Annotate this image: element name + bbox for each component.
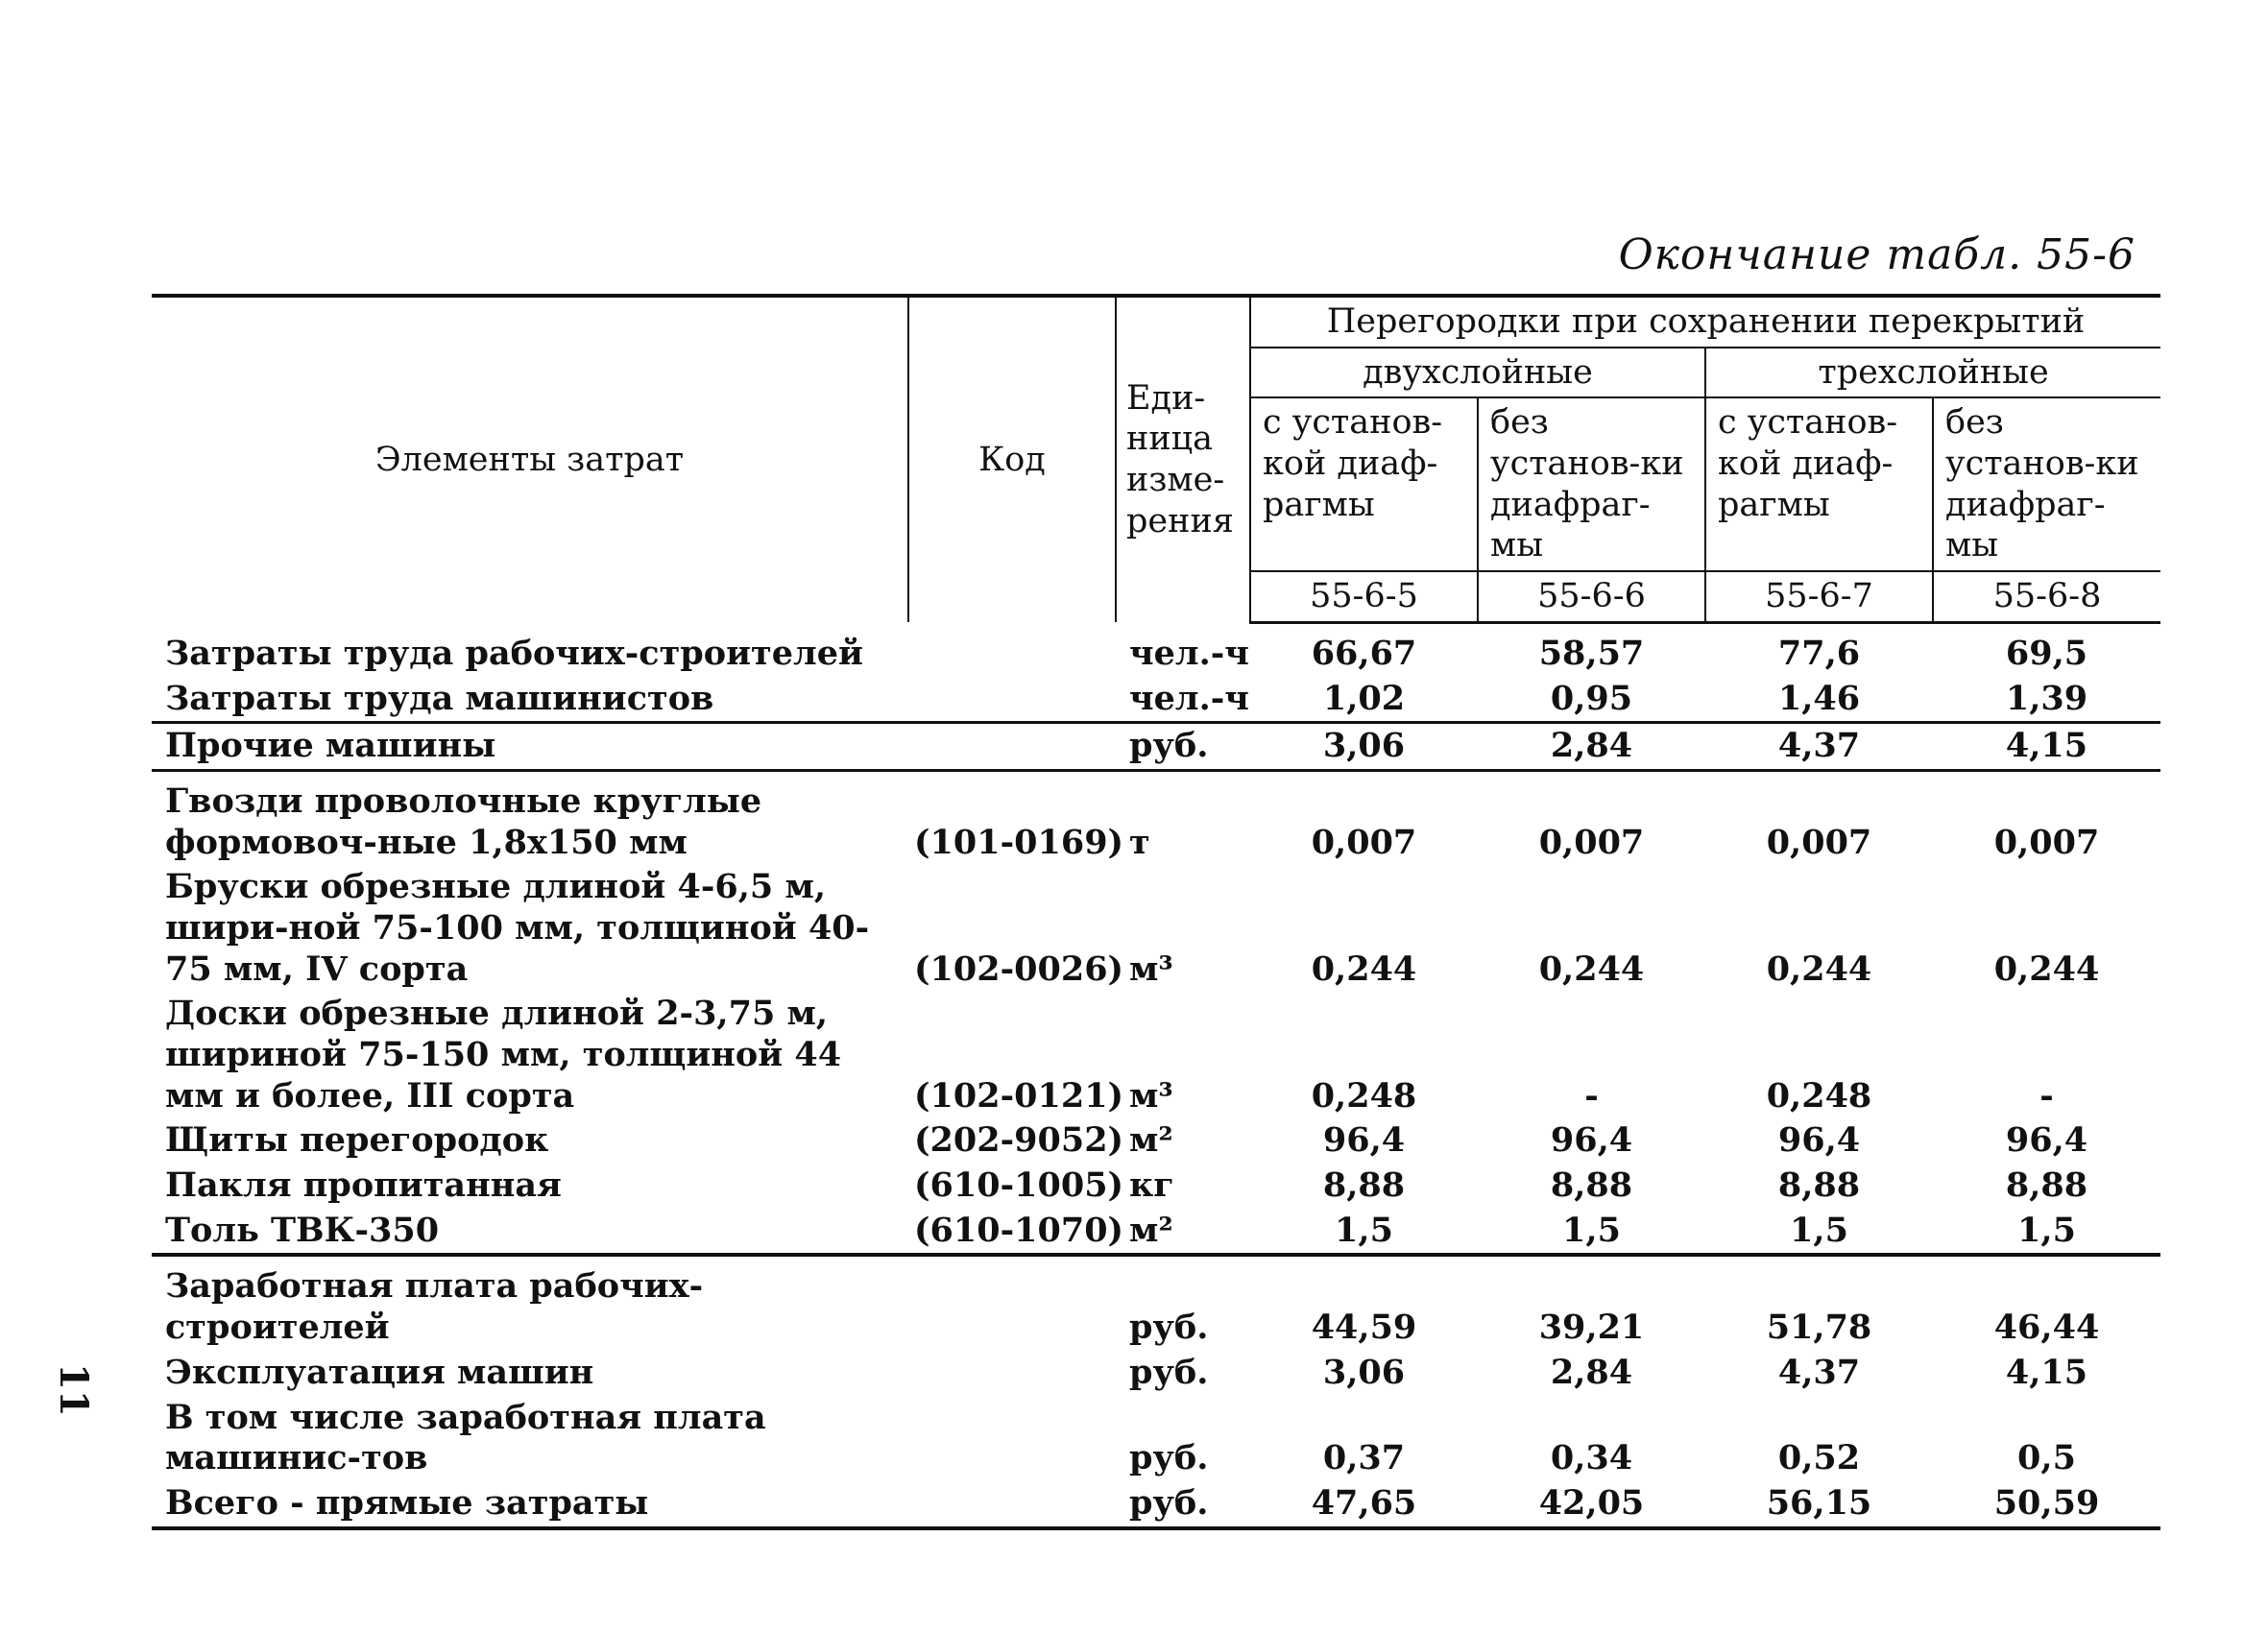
header-norm-code: 55-6-6	[1478, 571, 1705, 622]
header-norm-code: 55-6-7	[1705, 571, 1933, 622]
row-name: Бруски обрезные длиной 4-6,5 м, шири-ной 75-100 мм, толщиной 40-75 мм, IV сорта	[165, 867, 870, 989]
row-value: 56,15	[1705, 1481, 1933, 1528]
table-row	[152, 992, 2160, 1118]
row-value: 3,06	[1250, 723, 1478, 771]
row-unit: руб.	[1129, 1352, 1209, 1392]
row-code	[908, 1396, 1116, 1481]
header-norm-code: 55-6-5	[1250, 571, 1478, 622]
table-header	[152, 296, 2160, 622]
row-value: 4,37	[1705, 723, 1933, 771]
table-row	[152, 723, 2160, 771]
row-name: Эксплуатация машин	[165, 1352, 594, 1392]
row-unit: м²	[1116, 1209, 1250, 1256]
row-value: 0,37	[1322, 1438, 1406, 1478]
row-code	[908, 622, 1116, 676]
table-caption: Окончание табл. 55-6	[1618, 230, 2135, 279]
row-value: 4,37	[1777, 1352, 1861, 1392]
row-value: 0,244	[1993, 949, 2100, 989]
row-name: Толь ТВК-350	[152, 1209, 908, 1256]
row-code: (610-1005)	[914, 1165, 1124, 1206]
row-value: 96,4	[2005, 1120, 2088, 1161]
table-row	[152, 1209, 2160, 1256]
row-value: 1,39	[1933, 677, 2160, 723]
table-row	[152, 1118, 2160, 1164]
row-value: 0,248	[1311, 1075, 1417, 1116]
row-value: 8,88	[2005, 1165, 2088, 1206]
header-two-layer: двухслойные	[1250, 348, 1705, 398]
row-value: 0,248	[1766, 1075, 1872, 1116]
row-unit: руб.	[1116, 723, 1250, 771]
table-body	[152, 622, 2160, 1527]
row-value: 1,5	[1250, 1209, 1478, 1256]
row-code: (102-0026)	[914, 949, 1124, 989]
row-value: 46,44	[1993, 1308, 2100, 1348]
row-code: (101-0169)	[914, 822, 1124, 862]
row-unit: руб.	[1129, 1308, 1209, 1348]
row-value: 69,5	[2005, 633, 2088, 673]
row-value: 44,59	[1311, 1308, 1417, 1348]
row-code	[908, 1351, 1116, 1396]
row-value: 96,4	[1550, 1120, 1633, 1161]
row-value: 0,244	[1538, 949, 1645, 989]
table-row	[152, 865, 2160, 992]
row-code	[908, 723, 1116, 771]
table-row	[152, 622, 2160, 676]
row-code: (102-0121)	[914, 1075, 1124, 1116]
row-value: 96,4	[1322, 1120, 1406, 1161]
row-value: 0,95	[1478, 677, 1705, 723]
header-unit: Еди-ница изме-рения	[1116, 296, 1250, 622]
row-value: 0,007	[1538, 822, 1645, 862]
row-name: Щиты перегородок	[165, 1120, 549, 1161]
row-value: 42,05	[1478, 1481, 1705, 1528]
cost-table	[152, 294, 2160, 1530]
row-value: 0,244	[1766, 949, 1872, 989]
table-row	[152, 1255, 2160, 1350]
row-value: 0,007	[1766, 822, 1872, 862]
row-unit: кг	[1129, 1165, 1174, 1206]
row-name: Прочие машины	[152, 723, 908, 771]
row-name: Затраты труда рабочих-строителей	[165, 633, 863, 673]
row-value: 0,244	[1311, 949, 1417, 989]
header-variant: с установ-кой диаф-рагмы	[1705, 397, 1933, 571]
row-name: Гвозди проволочные круглые формовоч-ные 1,8х150 мм	[165, 780, 762, 862]
row-value: 51,78	[1766, 1308, 1872, 1348]
row-value: 58,57	[1538, 633, 1645, 673]
row-value: 1,5	[1705, 1209, 1933, 1256]
row-value: 8,88	[1777, 1165, 1861, 1206]
row-value: 2,84	[1478, 723, 1705, 771]
row-unit: м³	[1129, 1075, 1173, 1116]
header-three-layer: трехслойные	[1705, 348, 2160, 398]
row-value: 1,46	[1705, 677, 1933, 723]
row-value: 96,4	[1777, 1120, 1861, 1161]
table-row	[152, 677, 2160, 723]
row-value: 3,06	[1322, 1352, 1406, 1392]
header-code: Код	[908, 296, 1116, 622]
row-value: 0,34	[1550, 1438, 1633, 1478]
row-unit: м²	[1129, 1120, 1173, 1161]
header-group: Перегородки при сохранении перекрытий	[1250, 296, 2160, 348]
row-value: 4,15	[2005, 1352, 2088, 1392]
table-row	[152, 1396, 2160, 1481]
row-value: -	[2039, 1075, 2054, 1116]
table-row	[152, 1351, 2160, 1396]
row-value: 1,5	[1478, 1209, 1705, 1256]
row-value: -	[1584, 1075, 1599, 1116]
page-number: 11	[51, 1363, 96, 1417]
row-unit: руб.	[1129, 1438, 1209, 1478]
row-value: 0,007	[1993, 822, 2100, 862]
row-code	[908, 1481, 1116, 1528]
row-name: Всего - прямые затраты	[152, 1481, 908, 1528]
row-code	[908, 1255, 1116, 1350]
row-name: Пакля пропитанная	[165, 1165, 562, 1206]
row-unit: чел.-ч	[1116, 677, 1250, 723]
header-variant: без установ-ки диафраг-мы	[1478, 397, 1705, 571]
table-row	[152, 1481, 2160, 1528]
header-elements: Элементы затрат	[152, 296, 908, 622]
header-variant: без установ-ки диафраг-мы	[1945, 403, 2139, 565]
row-value: 1,02	[1250, 677, 1478, 723]
table-row	[152, 770, 2160, 865]
row-value: 0,007	[1311, 822, 1417, 862]
row-value: 47,65	[1250, 1481, 1478, 1528]
row-name: Заработная плата рабочих-строителей	[165, 1266, 704, 1348]
row-unit: м³	[1129, 949, 1173, 989]
row-value: 39,21	[1538, 1308, 1645, 1348]
row-unit: руб.	[1116, 1481, 1250, 1528]
row-name: Затраты труда машинистов	[152, 677, 908, 723]
row-value: 2,84	[1550, 1352, 1633, 1392]
row-value: 0,52	[1777, 1438, 1861, 1478]
table-row	[152, 1164, 2160, 1209]
row-value: 8,88	[1322, 1165, 1406, 1206]
row-name: Доски обрезные длиной 2-3,75 м, шириной 75-150 мм, толщиной 44 мм и более, III сорта	[165, 994, 842, 1116]
row-code: (202-9052)	[914, 1120, 1124, 1161]
row-value: 0,5	[2017, 1438, 2076, 1478]
row-unit: т	[1129, 822, 1150, 862]
row-value: 77,6	[1777, 633, 1861, 673]
row-value: 1,5	[1933, 1209, 2160, 1256]
row-unit: чел.-ч	[1129, 633, 1249, 673]
row-value: 66,67	[1311, 633, 1417, 673]
row-value: 8,88	[1550, 1165, 1633, 1206]
row-code: (610-1070)	[908, 1209, 1116, 1256]
header-variant: с установ-кой диаф-рагмы	[1250, 397, 1478, 571]
row-code	[908, 677, 1116, 723]
row-value: 4,15	[1933, 723, 2160, 771]
row-name: В том числе заработная плата машинис-тов	[165, 1397, 766, 1478]
row-value: 50,59	[1933, 1481, 2160, 1528]
header-norm-code: 55-6-8	[1933, 571, 2160, 622]
